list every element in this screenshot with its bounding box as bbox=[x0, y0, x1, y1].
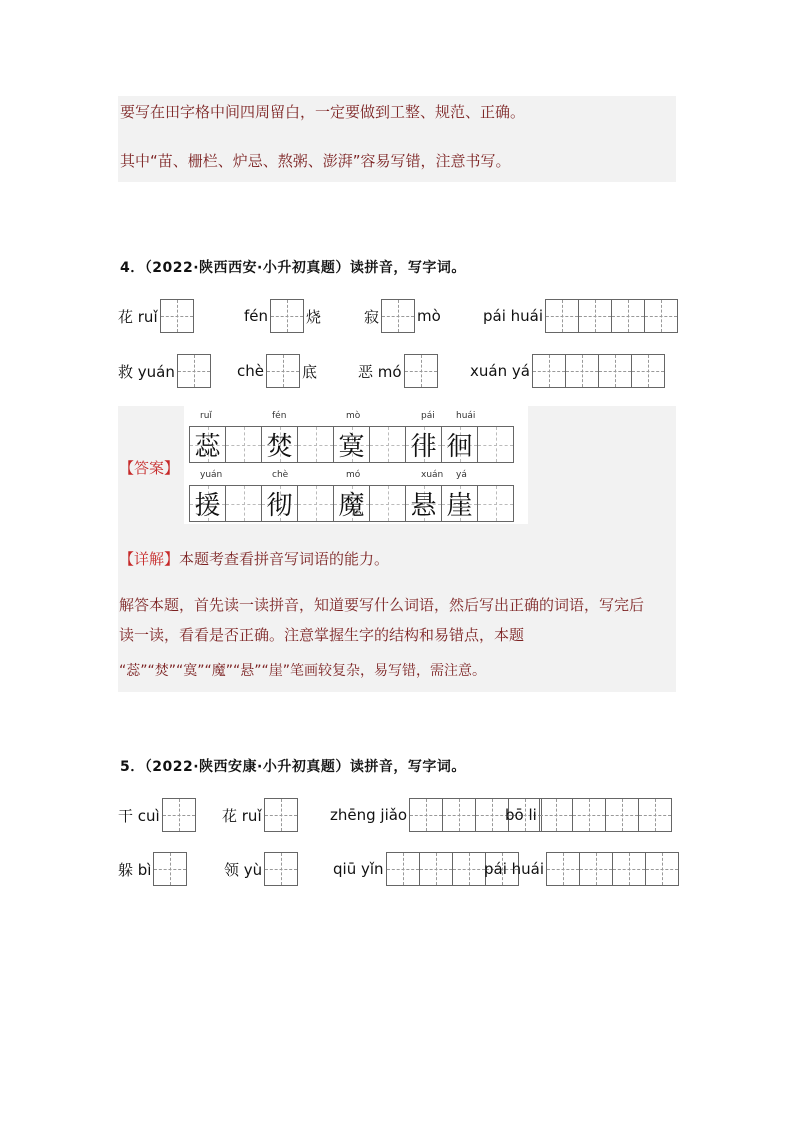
answer-character: 魔 bbox=[338, 491, 365, 521]
answer-pinyin: mó bbox=[346, 470, 361, 480]
pinyin-label: qiū yǐn bbox=[333, 860, 384, 878]
writing-cell[interactable] bbox=[578, 299, 612, 333]
answer-pinyin: ruǐ bbox=[200, 411, 212, 421]
pinyin-suffix: 底 bbox=[301, 362, 317, 381]
answer-character: 蕊 bbox=[194, 432, 221, 462]
writing-cell[interactable] bbox=[381, 299, 415, 333]
writing-cell[interactable] bbox=[545, 299, 579, 333]
writing-cell[interactable] bbox=[638, 798, 672, 832]
answer-label: 【答案】 bbox=[119, 459, 180, 477]
writing-cell[interactable] bbox=[532, 354, 566, 388]
pinyin-label: 恶 mó bbox=[358, 362, 402, 381]
answer-row-2-grid bbox=[189, 485, 514, 522]
writing-cell[interactable] bbox=[612, 852, 646, 886]
writing-cell[interactable] bbox=[631, 354, 665, 388]
answer-cell bbox=[369, 485, 406, 522]
writing-cell[interactable] bbox=[452, 852, 486, 886]
pinyin-suffix: 烧 bbox=[306, 307, 322, 326]
writing-cell[interactable] bbox=[605, 798, 639, 832]
answer-pinyin: xuán bbox=[421, 470, 444, 480]
writing-cell[interactable] bbox=[177, 354, 211, 388]
answer-character: 援 bbox=[194, 491, 221, 521]
answer-cell bbox=[369, 426, 406, 463]
pinyin-label: 花 ruǐ bbox=[118, 307, 158, 326]
answer-cell bbox=[405, 426, 442, 463]
writing-cell[interactable] bbox=[539, 798, 573, 832]
answer-character: 徘 bbox=[410, 432, 437, 462]
writing-grid[interactable] bbox=[381, 299, 415, 333]
writing-cell[interactable] bbox=[546, 852, 580, 886]
answer-pinyin: huái bbox=[456, 411, 476, 421]
writing-grid[interactable] bbox=[162, 798, 196, 832]
writing-grid[interactable] bbox=[266, 354, 300, 388]
answer-cell bbox=[189, 426, 226, 463]
pinyin-item bbox=[224, 852, 300, 886]
pinyin-item bbox=[118, 299, 196, 333]
answer-cell bbox=[297, 485, 334, 522]
writing-cell[interactable] bbox=[611, 299, 645, 333]
pinyin-item bbox=[118, 354, 213, 388]
writing-cell[interactable] bbox=[264, 852, 298, 886]
writing-grid[interactable] bbox=[270, 299, 304, 333]
writing-grid[interactable] bbox=[153, 852, 187, 886]
previous-explanation-line2: 其中“苗、栅栏、炉忌、熬粥、澎湃”容易写错，注意书写。 bbox=[120, 152, 511, 170]
pinyin-item bbox=[484, 852, 681, 886]
pinyin-label: 躲 bì bbox=[118, 860, 152, 879]
pinyin-item bbox=[244, 299, 321, 333]
writing-cell[interactable] bbox=[162, 798, 196, 832]
pinyin-item bbox=[470, 354, 667, 388]
pinyin-item bbox=[483, 299, 680, 333]
pinyin-label: xuán yá bbox=[470, 362, 530, 380]
detail-line bbox=[119, 548, 389, 569]
answer-cell bbox=[261, 485, 298, 522]
answer-pinyin: fén bbox=[272, 411, 287, 421]
pinyin-suffix: mò bbox=[417, 307, 441, 325]
pinyin-label: bō li bbox=[505, 806, 537, 824]
writing-grid[interactable] bbox=[160, 299, 194, 333]
writing-cell[interactable] bbox=[598, 354, 632, 388]
writing-cell[interactable] bbox=[404, 354, 438, 388]
pinyin-label: 寂 bbox=[364, 307, 380, 326]
pinyin-label: pái huái bbox=[483, 307, 544, 325]
answer-cell bbox=[333, 485, 370, 522]
pinyin-item bbox=[358, 354, 440, 388]
answer-pinyin: yuán bbox=[200, 470, 223, 480]
pinyin-label: 领 yù bbox=[224, 860, 263, 879]
answer-character: 焚 bbox=[266, 432, 293, 462]
answer-cell bbox=[477, 426, 514, 463]
writing-cell[interactable] bbox=[644, 299, 678, 333]
answer-cell bbox=[297, 426, 334, 463]
writing-cell[interactable] bbox=[645, 852, 679, 886]
pinyin-label: zhēng jiǎo bbox=[330, 806, 408, 824]
answer-cell bbox=[225, 426, 262, 463]
pinyin-item bbox=[364, 299, 441, 333]
answer-cell bbox=[477, 485, 514, 522]
pinyin-item bbox=[118, 852, 189, 886]
pinyin-label: pái huái bbox=[484, 860, 545, 878]
writing-cell[interactable] bbox=[475, 798, 509, 832]
writing-cell[interactable] bbox=[386, 852, 420, 886]
writing-grid[interactable] bbox=[404, 354, 438, 388]
question-4-title: 4．（2022·陕西西安·小升初真题）读拼音，写字词。 bbox=[120, 260, 466, 276]
answer-row-1-grid bbox=[189, 426, 514, 463]
writing-cell[interactable] bbox=[565, 354, 599, 388]
answer-cell bbox=[333, 426, 370, 463]
answer-cell bbox=[261, 426, 298, 463]
writing-grid[interactable] bbox=[546, 852, 679, 886]
writing-grid[interactable] bbox=[532, 354, 665, 388]
pinyin-item bbox=[505, 798, 674, 832]
pinyin-label: fén bbox=[244, 307, 269, 325]
writing-grid[interactable] bbox=[177, 354, 211, 388]
writing-cell[interactable] bbox=[579, 852, 613, 886]
detail-text: 本题考查看拼音写词语的能力。 bbox=[179, 550, 390, 568]
writing-grid[interactable] bbox=[264, 798, 298, 832]
answer-character: 崖 bbox=[446, 491, 473, 521]
writing-cell[interactable] bbox=[442, 798, 476, 832]
writing-cell[interactable] bbox=[264, 798, 298, 832]
writing-grid[interactable] bbox=[539, 798, 672, 832]
writing-cell[interactable] bbox=[572, 798, 606, 832]
writing-cell[interactable] bbox=[160, 299, 194, 333]
writing-cell[interactable] bbox=[409, 798, 443, 832]
pinyin-item bbox=[237, 354, 317, 388]
pinyin-item bbox=[118, 798, 198, 832]
answer-pinyin: mò bbox=[346, 411, 361, 421]
answer-cell bbox=[441, 426, 478, 463]
previous-explanation-line1: 要写在田字格中间四周留白，一定要做到工整、规范、正确。 bbox=[120, 103, 526, 121]
explanation-line-2: 读一读，看看是否正确。注意掌握生字的结构和易错点，本题 bbox=[119, 626, 525, 644]
answer-pinyin: yá bbox=[456, 470, 467, 480]
writing-cell[interactable] bbox=[153, 852, 187, 886]
writing-cell[interactable] bbox=[419, 852, 453, 886]
answer-character: 寞 bbox=[338, 432, 365, 462]
writing-cell[interactable] bbox=[270, 299, 304, 333]
writing-cell[interactable] bbox=[266, 354, 300, 388]
explanation-line-1: 解答本题，首先读一读拼音，知道要写什么词语，然后写出正确的词语，写完后 bbox=[119, 596, 645, 614]
pinyin-label: chè bbox=[237, 362, 264, 380]
pinyin-label: 花 ruǐ bbox=[222, 806, 262, 825]
pinyin-label: 干 cuì bbox=[118, 806, 160, 825]
answer-image bbox=[184, 406, 528, 524]
pinyin-label: 救 yuán bbox=[118, 362, 175, 381]
detail-label: 【详解】 bbox=[119, 550, 180, 568]
writing-grid[interactable] bbox=[545, 299, 678, 333]
answer-pinyin: chè bbox=[272, 470, 289, 480]
explanation-line-3: “蕊”“焚”“寞”“魔”“悬”“崖”笔画较复杂，易写错，需注意。 bbox=[119, 663, 487, 679]
answer-cell bbox=[441, 485, 478, 522]
writing-grid[interactable] bbox=[264, 852, 298, 886]
pinyin-item bbox=[222, 798, 300, 832]
answer-character: 彻 bbox=[266, 491, 293, 521]
answer-character: 徊 bbox=[446, 432, 473, 462]
answer-character: 悬 bbox=[410, 491, 437, 521]
answer-pinyin: pái bbox=[421, 411, 435, 421]
answer-cell bbox=[189, 485, 226, 522]
question-5-title: 5．（2022·陕西安康·小升初真题）读拼音，写字词。 bbox=[120, 759, 466, 775]
answer-cell bbox=[225, 485, 262, 522]
answer-cell bbox=[405, 485, 442, 522]
